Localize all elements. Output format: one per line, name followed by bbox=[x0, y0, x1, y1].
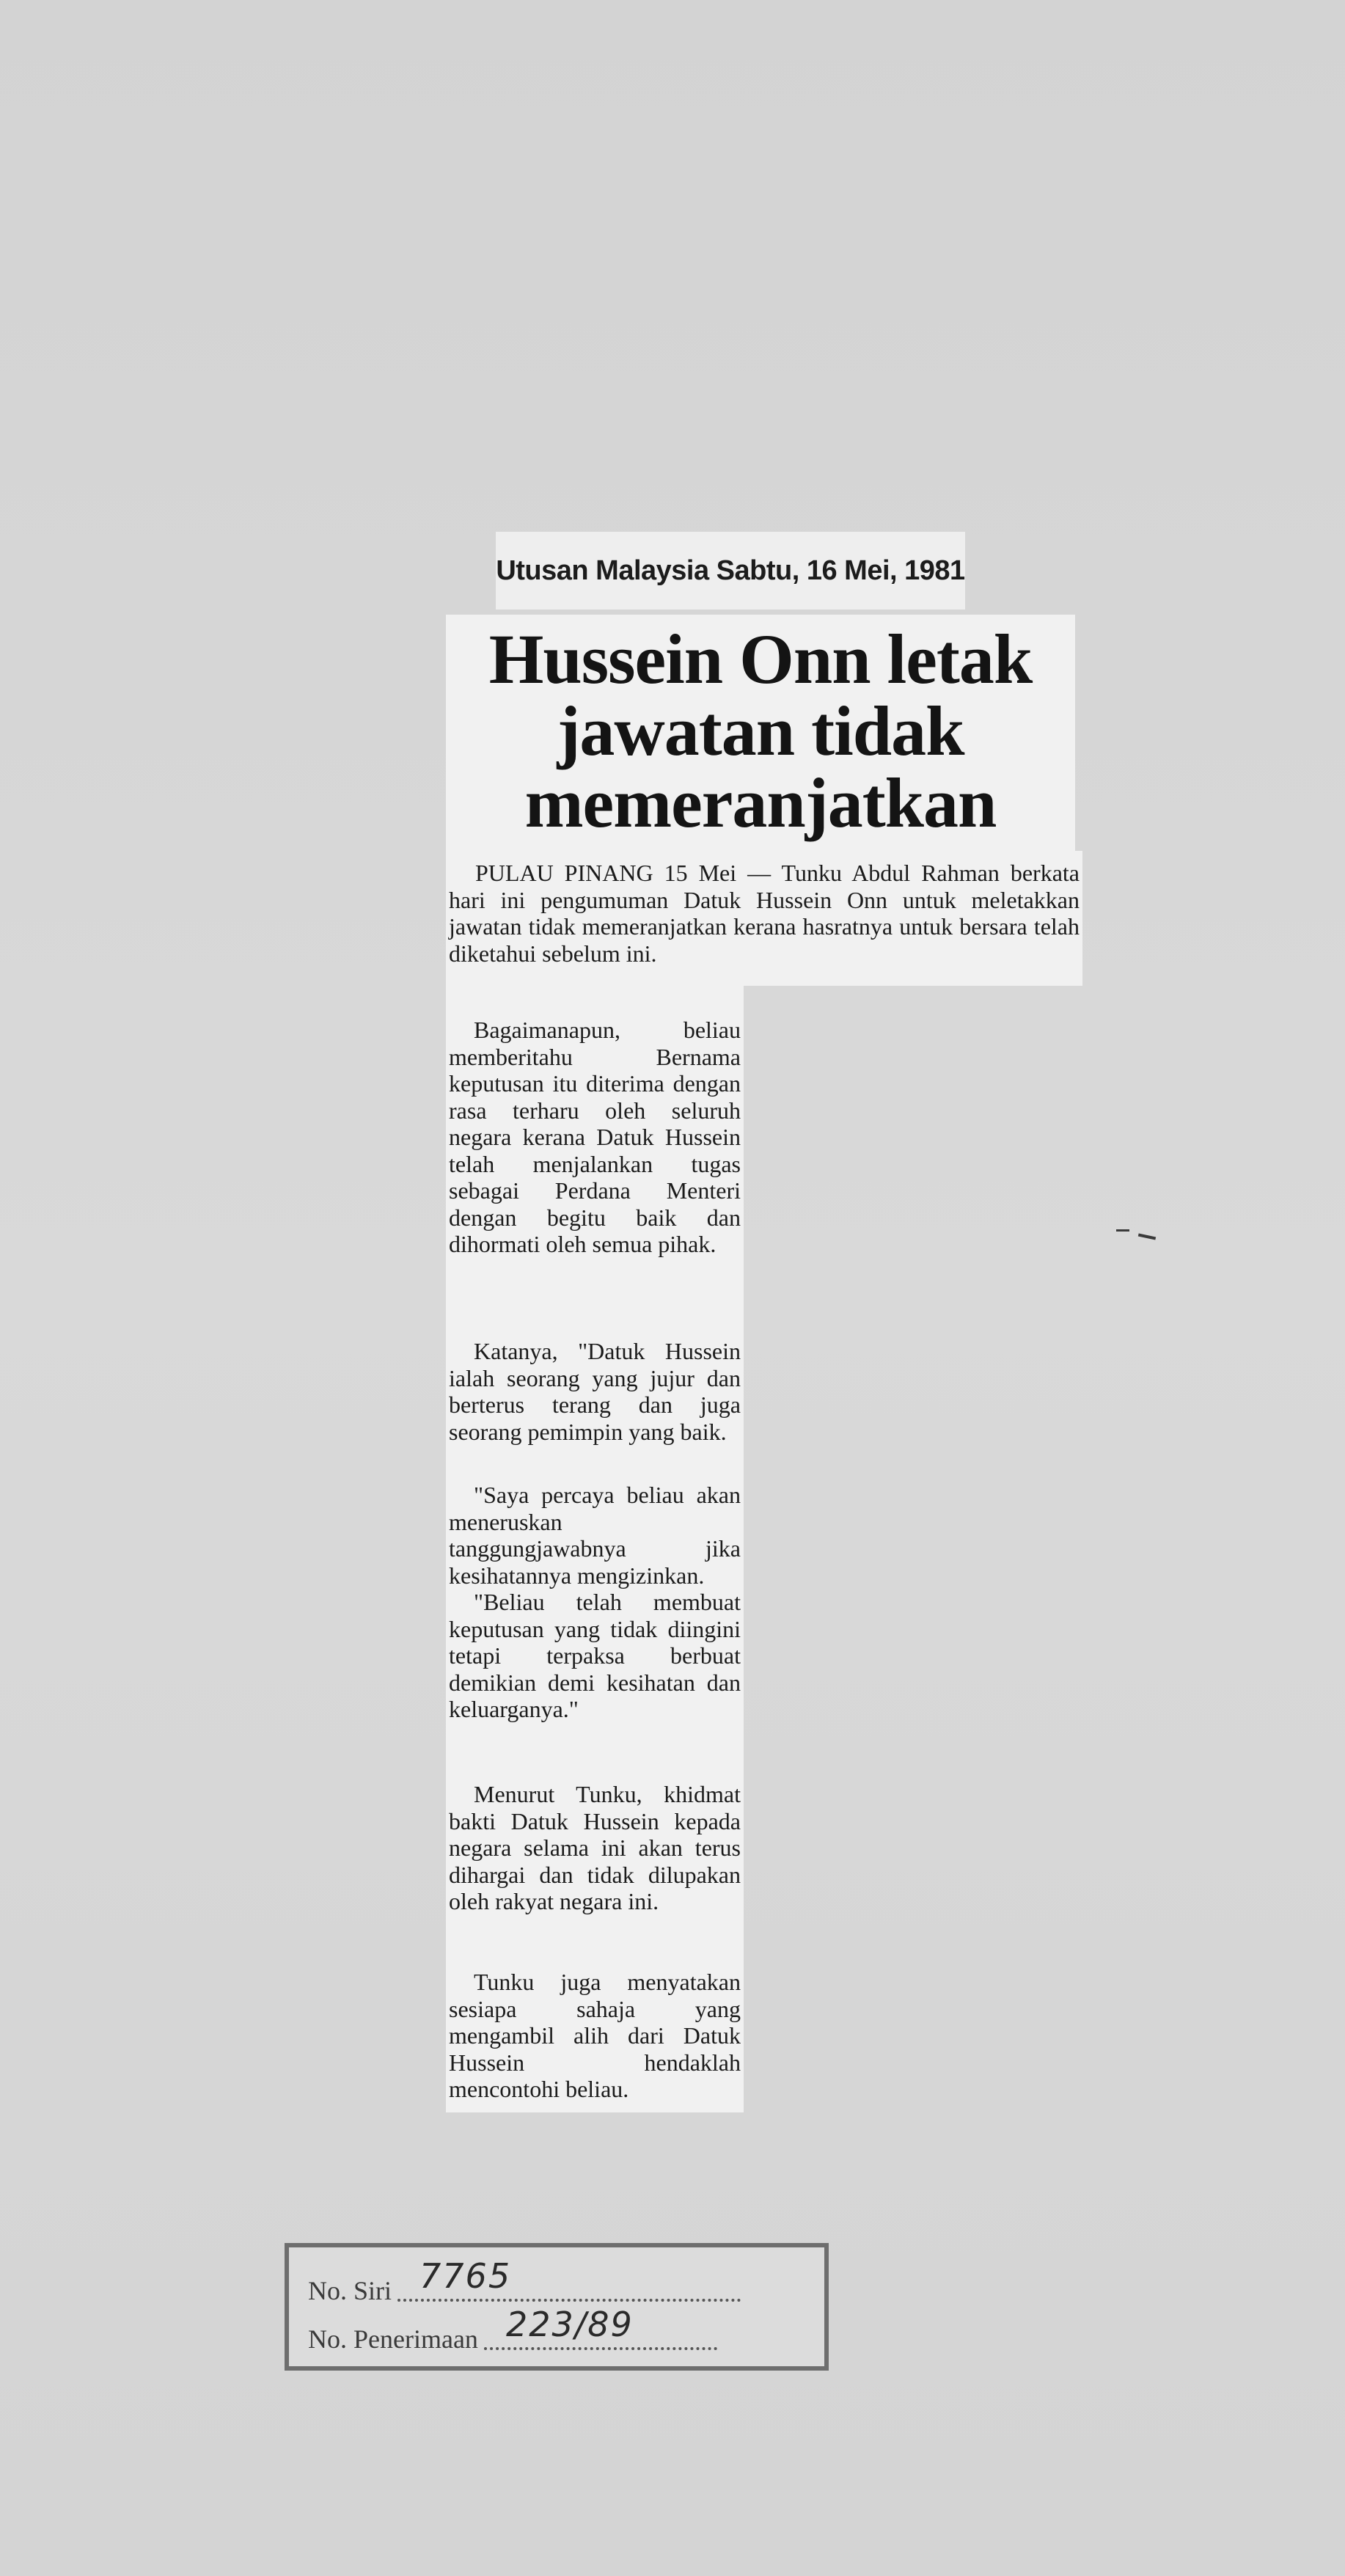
headline-line-3: memeranjatkan bbox=[524, 764, 997, 842]
siri-label: No. Siri bbox=[308, 2276, 392, 2305]
lead-paragraph: PULAU PINANG 15 Mei — Tunku Abdul Rahman berkata hari ini pengumuman Datuk Hussein Onn untuk meletakkan jawatan tidak memeranjatkan kerana hasratnya untuk bersara telah diketahui sebelum ini. bbox=[449, 860, 1080, 967]
paragraph: Bagaimanapun, beliau memberitahu Bernama keputusan itu diterima dengan rasa terharu oleh seluruh negara kerana Datuk Hussein telah menjalankan tugas sebagai Perdana Menteri dengan begitu baik dan dihormati oleh semua pihak. bbox=[449, 1017, 741, 1257]
article-headline bbox=[446, 620, 1075, 842]
penerimaan-value: 223/89 bbox=[505, 2305, 634, 2344]
paragraph: "Beliau telah membuat keputusan yang tidak diingini tetapi terpaksa berbuat demikian demi kesihatan dan keluarganya." bbox=[449, 1589, 741, 1722]
lead-box bbox=[446, 851, 1082, 986]
penerimaan-line bbox=[484, 2305, 717, 2350]
masthead-text: Utusan Malaysia Sabtu, 16 Mei, 1981 bbox=[496, 555, 965, 586]
article-column bbox=[446, 986, 744, 2112]
archive-stamp bbox=[285, 2243, 829, 2371]
penerimaan-label: No. Penerimaan bbox=[308, 2324, 478, 2354]
paragraph: Katanya, "Datuk Hussein ialah seorang yang jujur dan berterus terang dan juga seorang pemimpin yang baik. bbox=[449, 1338, 741, 1445]
paragraph: "Saya percaya beliau akan meneruskan tanggungjawabnya jika kesihatannya mengizinkan. bbox=[449, 1482, 741, 1589]
siri-value: 7765 bbox=[419, 2256, 512, 2296]
headline-box bbox=[446, 615, 1075, 851]
smudge-mark bbox=[1116, 1229, 1129, 1232]
paragraph: Menurut Tunku, khidmat bakti Datuk Hussein kepada negara selama ini akan terus dihargai dan tidak dilupakan oleh rakyat negara ini. bbox=[449, 1781, 741, 1914]
smudge-mark bbox=[1138, 1234, 1156, 1240]
siri-line bbox=[397, 2256, 741, 2302]
stamp-row-penerimaan bbox=[308, 2305, 717, 2354]
paragraph: Tunku juga menyatakan sesiapa sahaja yang mengambil alih dari Datuk Hussein hendaklah mencontohi beliau. bbox=[449, 1969, 741, 2102]
stamp-row-siri bbox=[308, 2256, 741, 2306]
headline-line-1: Hussein Onn letak bbox=[488, 620, 1033, 698]
newspaper-masthead bbox=[496, 532, 965, 610]
headline-line-2: jawatan tidak bbox=[557, 692, 964, 770]
